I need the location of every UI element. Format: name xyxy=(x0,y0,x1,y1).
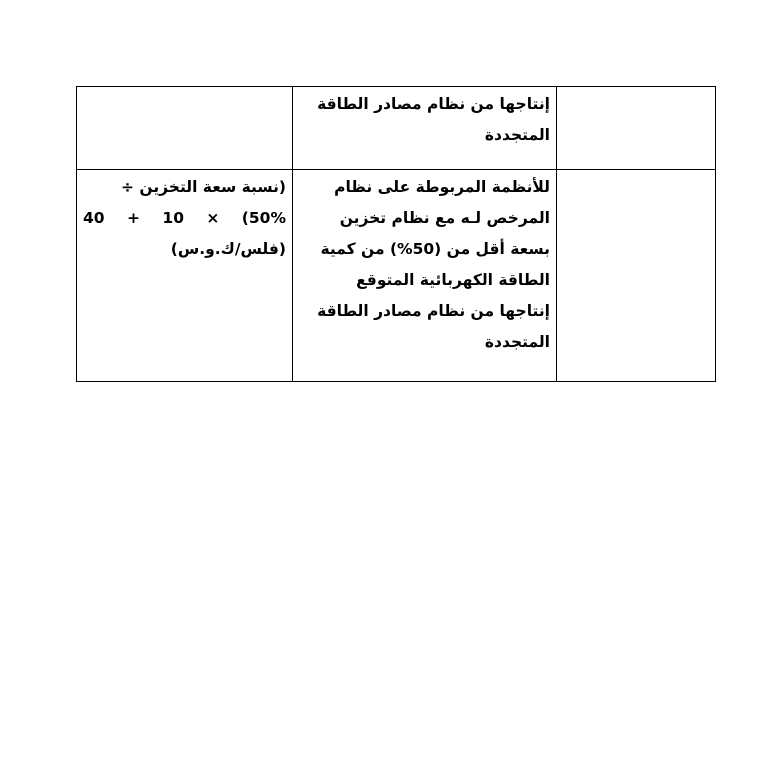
description-line: بسعة أقل من (50%) من كمية xyxy=(320,240,550,258)
tariff-unit: (فلس/ك.و.س) xyxy=(170,240,286,258)
description-line: المتجددة xyxy=(484,126,550,144)
table-row xyxy=(77,87,716,170)
table-row xyxy=(77,170,716,382)
description-line: الطاقة الكهربائية المتوقع xyxy=(356,271,550,289)
description-line: إنتاجها من نظام مصادر الطاقة xyxy=(317,95,550,113)
tariff-formula-line: (نسبة سعة التخزين ÷ xyxy=(120,178,286,196)
table-cell-category xyxy=(557,170,716,382)
table-cell-description xyxy=(293,87,557,170)
table-cell-category xyxy=(557,87,716,170)
tariff-formula-line: 50%) × 10 + 40 xyxy=(83,209,286,227)
tariff-table xyxy=(76,86,716,382)
table-cell-tariff xyxy=(77,170,293,382)
table-cell-description xyxy=(293,170,557,382)
description-line: إنتاجها من نظام مصادر الطاقة xyxy=(317,302,550,320)
table-cell-tariff xyxy=(77,87,293,170)
description-line: المرخص لـه مع نظام تخزين xyxy=(339,209,550,227)
description-line: للأنظمة المربوطة على نظام xyxy=(334,178,550,196)
description-line: المتجددة xyxy=(484,333,550,351)
